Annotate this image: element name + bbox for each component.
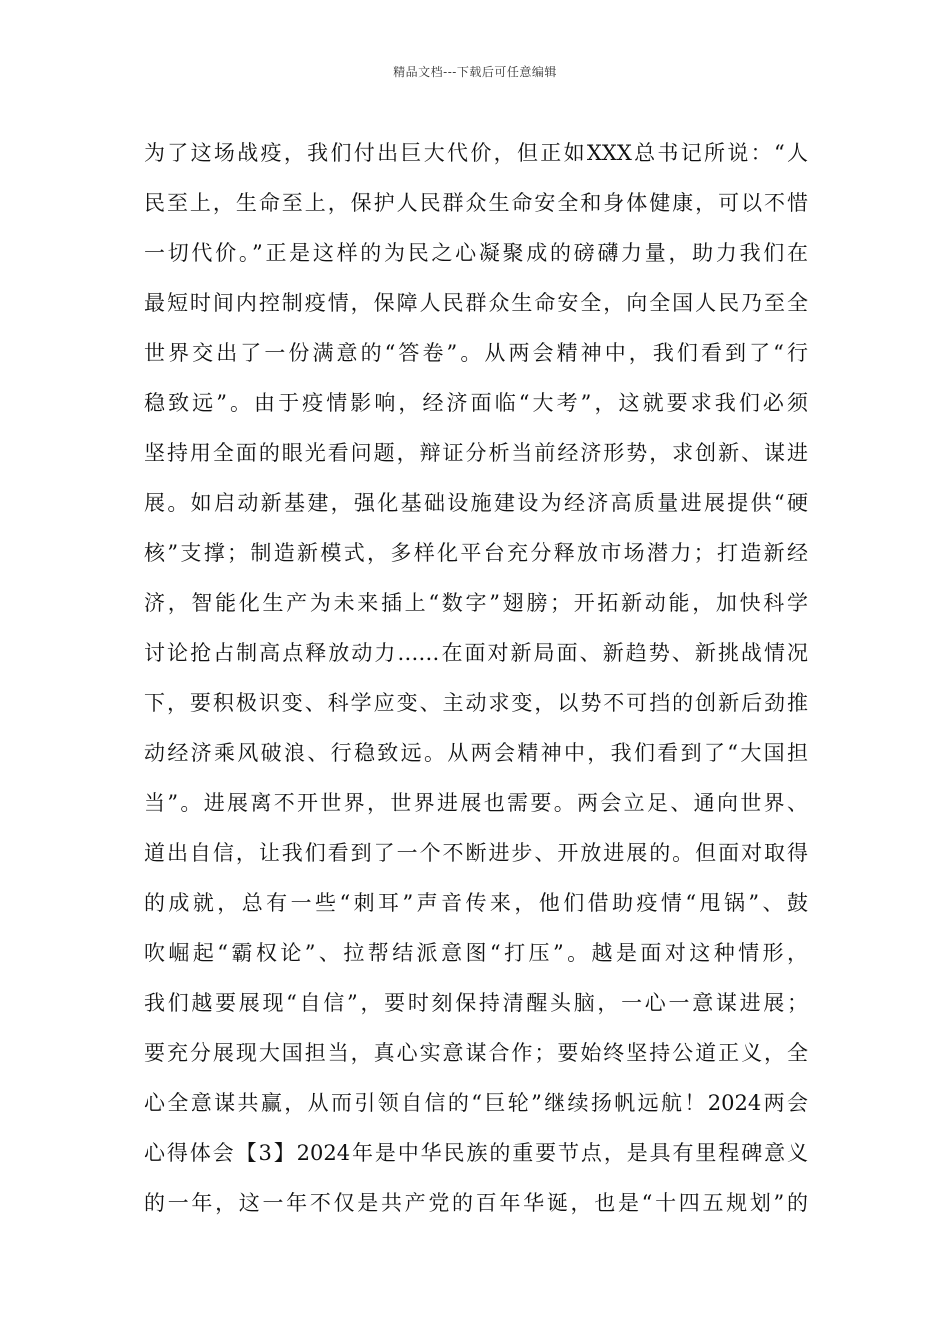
page-header: 精品文档---下载后可任意编辑	[393, 65, 557, 79]
text-line: 坚持用全面的眼光看问题，辩证分析当前经济形势，求创新、谋进	[144, 441, 808, 465]
text-line: 动经济乘风破浪、行稳致远。从两会精神中，我们看到了“大国担	[144, 741, 808, 765]
text-line: 核”支撑；制造新模式，多样化平台充分释放市场潜力；打造新经	[144, 541, 808, 565]
text-line: 展。如启动新基建，强化基础设施建设为经济高质量进展提供“硬	[144, 491, 808, 515]
text-line: 世界交出了一份满意的“答卷”。从两会精神中，我们看到了“行	[144, 341, 808, 365]
text-line: 吹崛起“霸权论”、拉帮结派意图“打压”。越是面对这种情形，	[144, 941, 808, 965]
text-line: 心得体会【3】2024年是中华民族的重要节点，是具有里程碑意义	[144, 1141, 808, 1165]
text-line: 讨论抢占制高点释放动力……在面对新局面、新趋势、新挑战情况	[144, 641, 808, 665]
text-line: 民至上，生命至上，保护人民群众生命安全和身体健康，可以不惜	[144, 191, 808, 215]
text-line: 的成就，总有一些“刺耳”声音传来，他们借助疫情“甩锅”、鼓	[144, 891, 808, 915]
text-line: 要充分展现大国担当，真心实意谋合作；要始终坚持公道正义，全	[144, 1041, 808, 1065]
text-line: 济，智能化生产为未来插上“数字”翅膀；开拓新动能，加快科学	[144, 591, 808, 615]
text-line: 心全意谋共赢，从而引领自信的“巨轮”继续扬帆远航！2024两会	[144, 1091, 808, 1115]
text-line: 稳致远”。由于疫情影响，经济面临“大考”，这就要求我们必须	[144, 391, 808, 415]
text-line: 道出自信，让我们看到了一个不断进步、开放进展的。但面对取得	[144, 841, 808, 865]
text-line: 当”。进展离不开世界，世界进展也需要。两会立足、通向世界、	[144, 791, 808, 815]
text-line: 为了这场战疫，我们付出巨大代价，但正如XXX总书记所说：“人	[144, 141, 808, 165]
text-line: 我们越要展现“自信”，要时刻保持清醒头脑，一心一意谋进展；	[144, 991, 808, 1015]
text-line: 的一年，这一年不仅是共产党的百年华诞，也是“十四五规划”的	[144, 1191, 808, 1215]
document-body	[144, 128, 808, 1228]
text-line: 下，要积极识变、科学应变、主动求变，以势不可挡的创新后劲推	[144, 691, 808, 715]
text-line: 最短时间内控制疫情，保障人民群众生命安全，向全国人民乃至全	[144, 291, 808, 315]
text-line: 一切代价。”正是这样的为民之心凝聚成的磅礴力量，助力我们在	[144, 241, 808, 265]
